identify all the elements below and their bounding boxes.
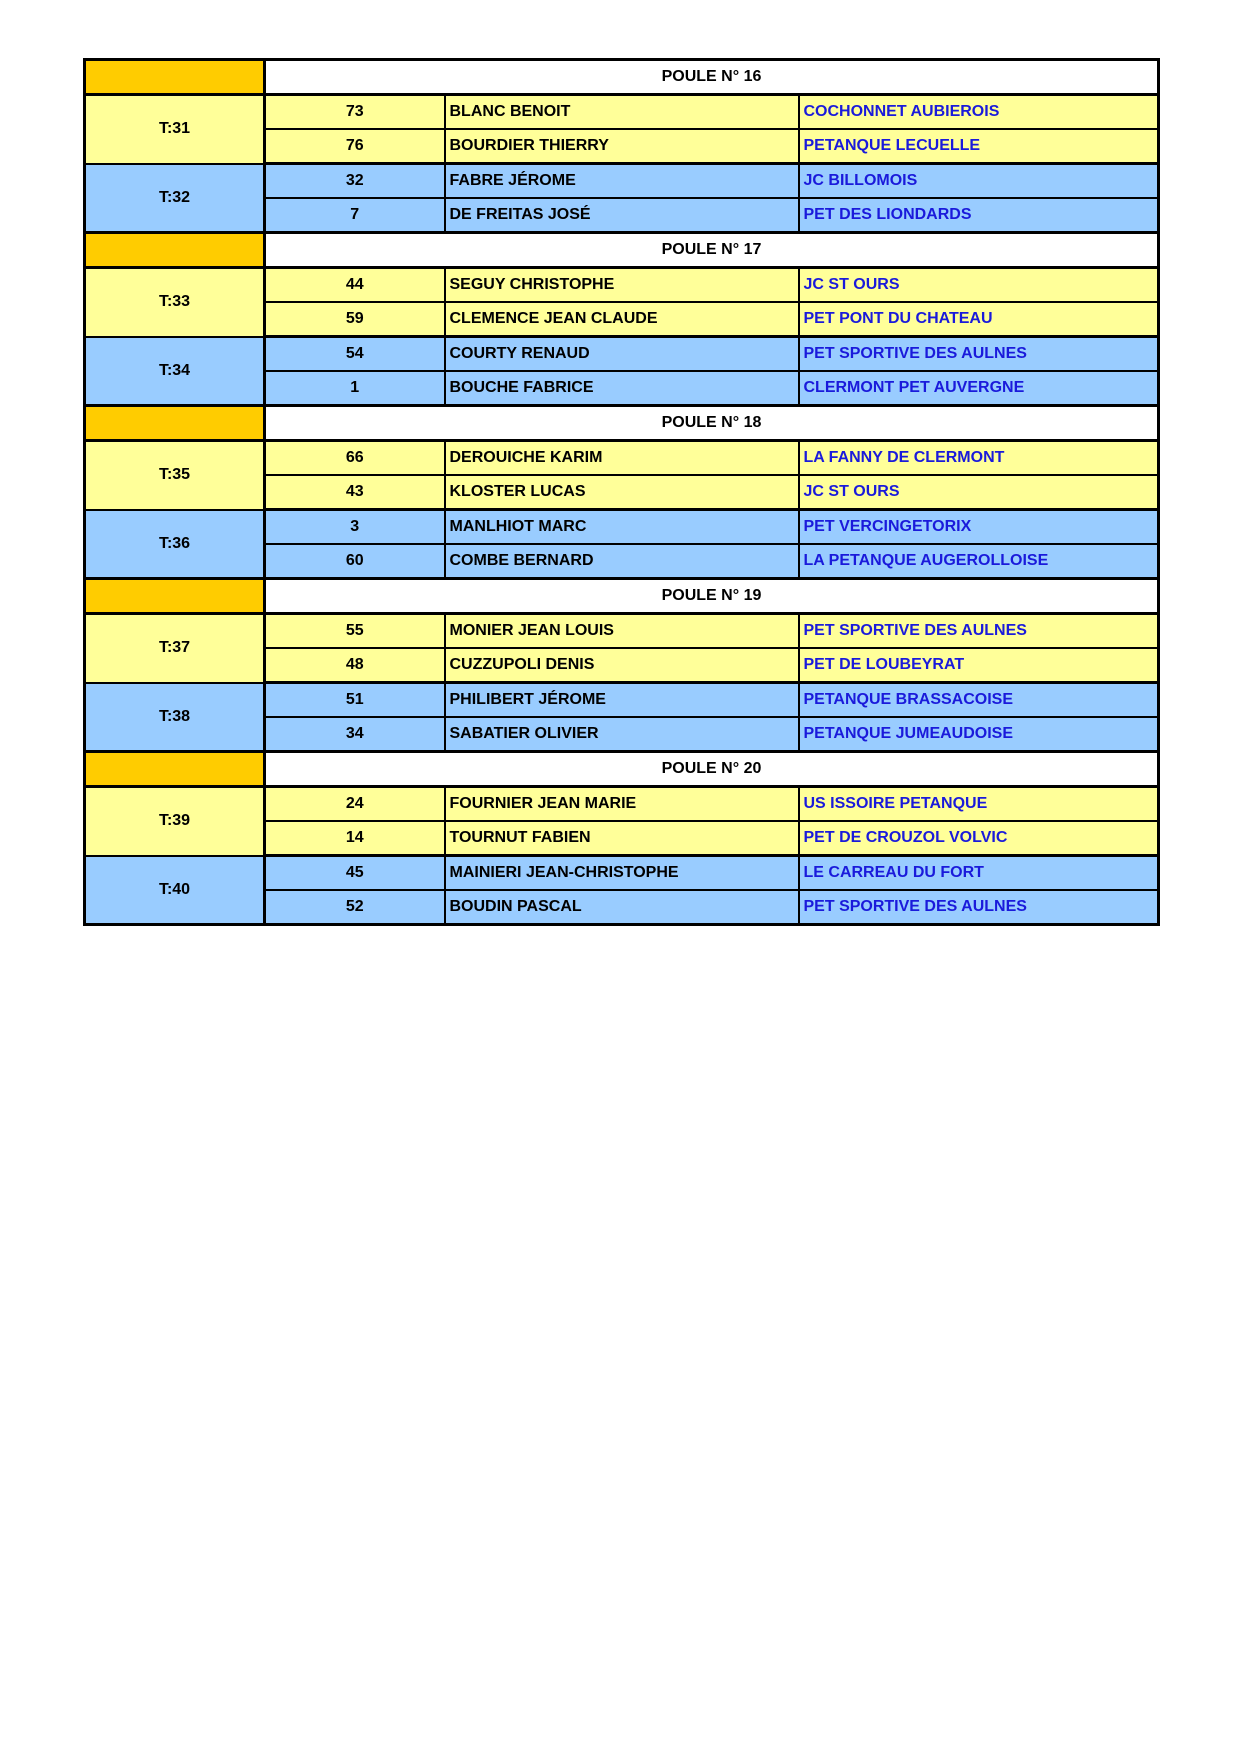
team-label: T:39 — [85, 787, 265, 856]
player-name: DEROUICHE KARIM — [445, 441, 799, 476]
player-name: BOUDIN PASCAL — [445, 890, 799, 925]
team-label: T:37 — [85, 614, 265, 683]
player-club: PET DES LIONDARDS — [799, 198, 1159, 233]
player-club: PETANQUE JUMEAUDOISE — [799, 717, 1159, 752]
pool-header-row — [85, 579, 1159, 614]
player-club: PET SPORTIVE DES AULNES — [799, 614, 1159, 649]
player-club: PET DE LOUBEYRAT — [799, 648, 1159, 683]
pool-header-row — [85, 752, 1159, 787]
pool-sheet — [83, 58, 1157, 926]
player-club: COCHONNET AUBIEROIS — [799, 95, 1159, 130]
player-name: BOURDIER THIERRY — [445, 129, 799, 164]
player-name: COURTY RENAUD — [445, 337, 799, 372]
player-name: DE FREITAS JOSÉ — [445, 198, 799, 233]
player-club: PET DE CROUZOL VOLVIC — [799, 821, 1159, 856]
player-number: 43 — [265, 475, 445, 510]
pool-title: POULE N° 19 — [265, 579, 1159, 614]
player-club: JC ST OURS — [799, 268, 1159, 303]
pool-table — [83, 58, 1160, 926]
player-club: LA PETANQUE AUGEROLLOISE — [799, 544, 1159, 579]
player-club: US ISSOIRE PETANQUE — [799, 787, 1159, 822]
pool-header-row — [85, 233, 1159, 268]
team-label: T:36 — [85, 510, 265, 579]
player-name: SABATIER OLIVIER — [445, 717, 799, 752]
player-name: BLANC BENOIT — [445, 95, 799, 130]
player-number: 52 — [265, 890, 445, 925]
player-name: BOUCHE FABRICE — [445, 371, 799, 406]
player-number: 44 — [265, 268, 445, 303]
player-number: 34 — [265, 717, 445, 752]
player-name: MANLHIOT MARC — [445, 510, 799, 545]
player-number: 32 — [265, 164, 445, 199]
team-label: T:32 — [85, 164, 265, 233]
player-row — [85, 856, 1159, 891]
player-club: JC ST OURS — [799, 475, 1159, 510]
player-club: PET SPORTIVE DES AULNES — [799, 337, 1159, 372]
pool-title: POULE N° 16 — [265, 60, 1159, 95]
player-row — [85, 683, 1159, 718]
team-label: T:31 — [85, 95, 265, 164]
player-name: MAINIERI JEAN-CHRISTOPHE — [445, 856, 799, 891]
player-number: 59 — [265, 302, 445, 337]
pool-marker-cell — [85, 406, 265, 441]
player-row — [85, 441, 1159, 476]
player-number: 3 — [265, 510, 445, 545]
player-row — [85, 787, 1159, 822]
player-row — [85, 614, 1159, 649]
pool-title: POULE N° 18 — [265, 406, 1159, 441]
pool-marker-cell — [85, 60, 265, 95]
pool-marker-cell — [85, 233, 265, 268]
player-row — [85, 95, 1159, 130]
player-club: JC BILLOMOIS — [799, 164, 1159, 199]
player-name: SEGUY CHRISTOPHE — [445, 268, 799, 303]
player-club: PETANQUE LECUELLE — [799, 129, 1159, 164]
pool-title: POULE N° 17 — [265, 233, 1159, 268]
player-club: PET PONT DU CHATEAU — [799, 302, 1159, 337]
player-club: CLERMONT PET AUVERGNE — [799, 371, 1159, 406]
pool-marker-cell — [85, 752, 265, 787]
player-number: 66 — [265, 441, 445, 476]
player-name: MONIER JEAN LOUIS — [445, 614, 799, 649]
player-club: LA FANNY DE CLERMONT — [799, 441, 1159, 476]
player-number: 7 — [265, 198, 445, 233]
pool-marker-cell — [85, 579, 265, 614]
player-club: PET SPORTIVE DES AULNES — [799, 890, 1159, 925]
player-number: 60 — [265, 544, 445, 579]
player-number: 76 — [265, 129, 445, 164]
player-name: FABRE JÉROME — [445, 164, 799, 199]
player-number: 51 — [265, 683, 445, 718]
player-number: 24 — [265, 787, 445, 822]
player-name: COMBE BERNARD — [445, 544, 799, 579]
player-name: KLOSTER LUCAS — [445, 475, 799, 510]
player-number: 55 — [265, 614, 445, 649]
team-label: T:33 — [85, 268, 265, 337]
player-number: 45 — [265, 856, 445, 891]
pool-header-row — [85, 406, 1159, 441]
player-name: CLEMENCE JEAN CLAUDE — [445, 302, 799, 337]
player-name: FOURNIER JEAN MARIE — [445, 787, 799, 822]
player-name: TOURNUT FABIEN — [445, 821, 799, 856]
pool-title: POULE N° 20 — [265, 752, 1159, 787]
team-label: T:35 — [85, 441, 265, 510]
player-number: 73 — [265, 95, 445, 130]
player-club: PETANQUE BRASSACOISE — [799, 683, 1159, 718]
team-label: T:34 — [85, 337, 265, 406]
player-row — [85, 164, 1159, 199]
team-label: T:40 — [85, 856, 265, 925]
player-number: 48 — [265, 648, 445, 683]
player-row — [85, 510, 1159, 545]
player-name: CUZZUPOLI DENIS — [445, 648, 799, 683]
pool-header-row — [85, 60, 1159, 95]
player-row — [85, 268, 1159, 303]
player-name: PHILIBERT JÉROME — [445, 683, 799, 718]
player-number: 14 — [265, 821, 445, 856]
player-number: 1 — [265, 371, 445, 406]
player-club: LE CARREAU DU FORT — [799, 856, 1159, 891]
team-label: T:38 — [85, 683, 265, 752]
player-row — [85, 337, 1159, 372]
player-number: 54 — [265, 337, 445, 372]
player-club: PET VERCINGETORIX — [799, 510, 1159, 545]
